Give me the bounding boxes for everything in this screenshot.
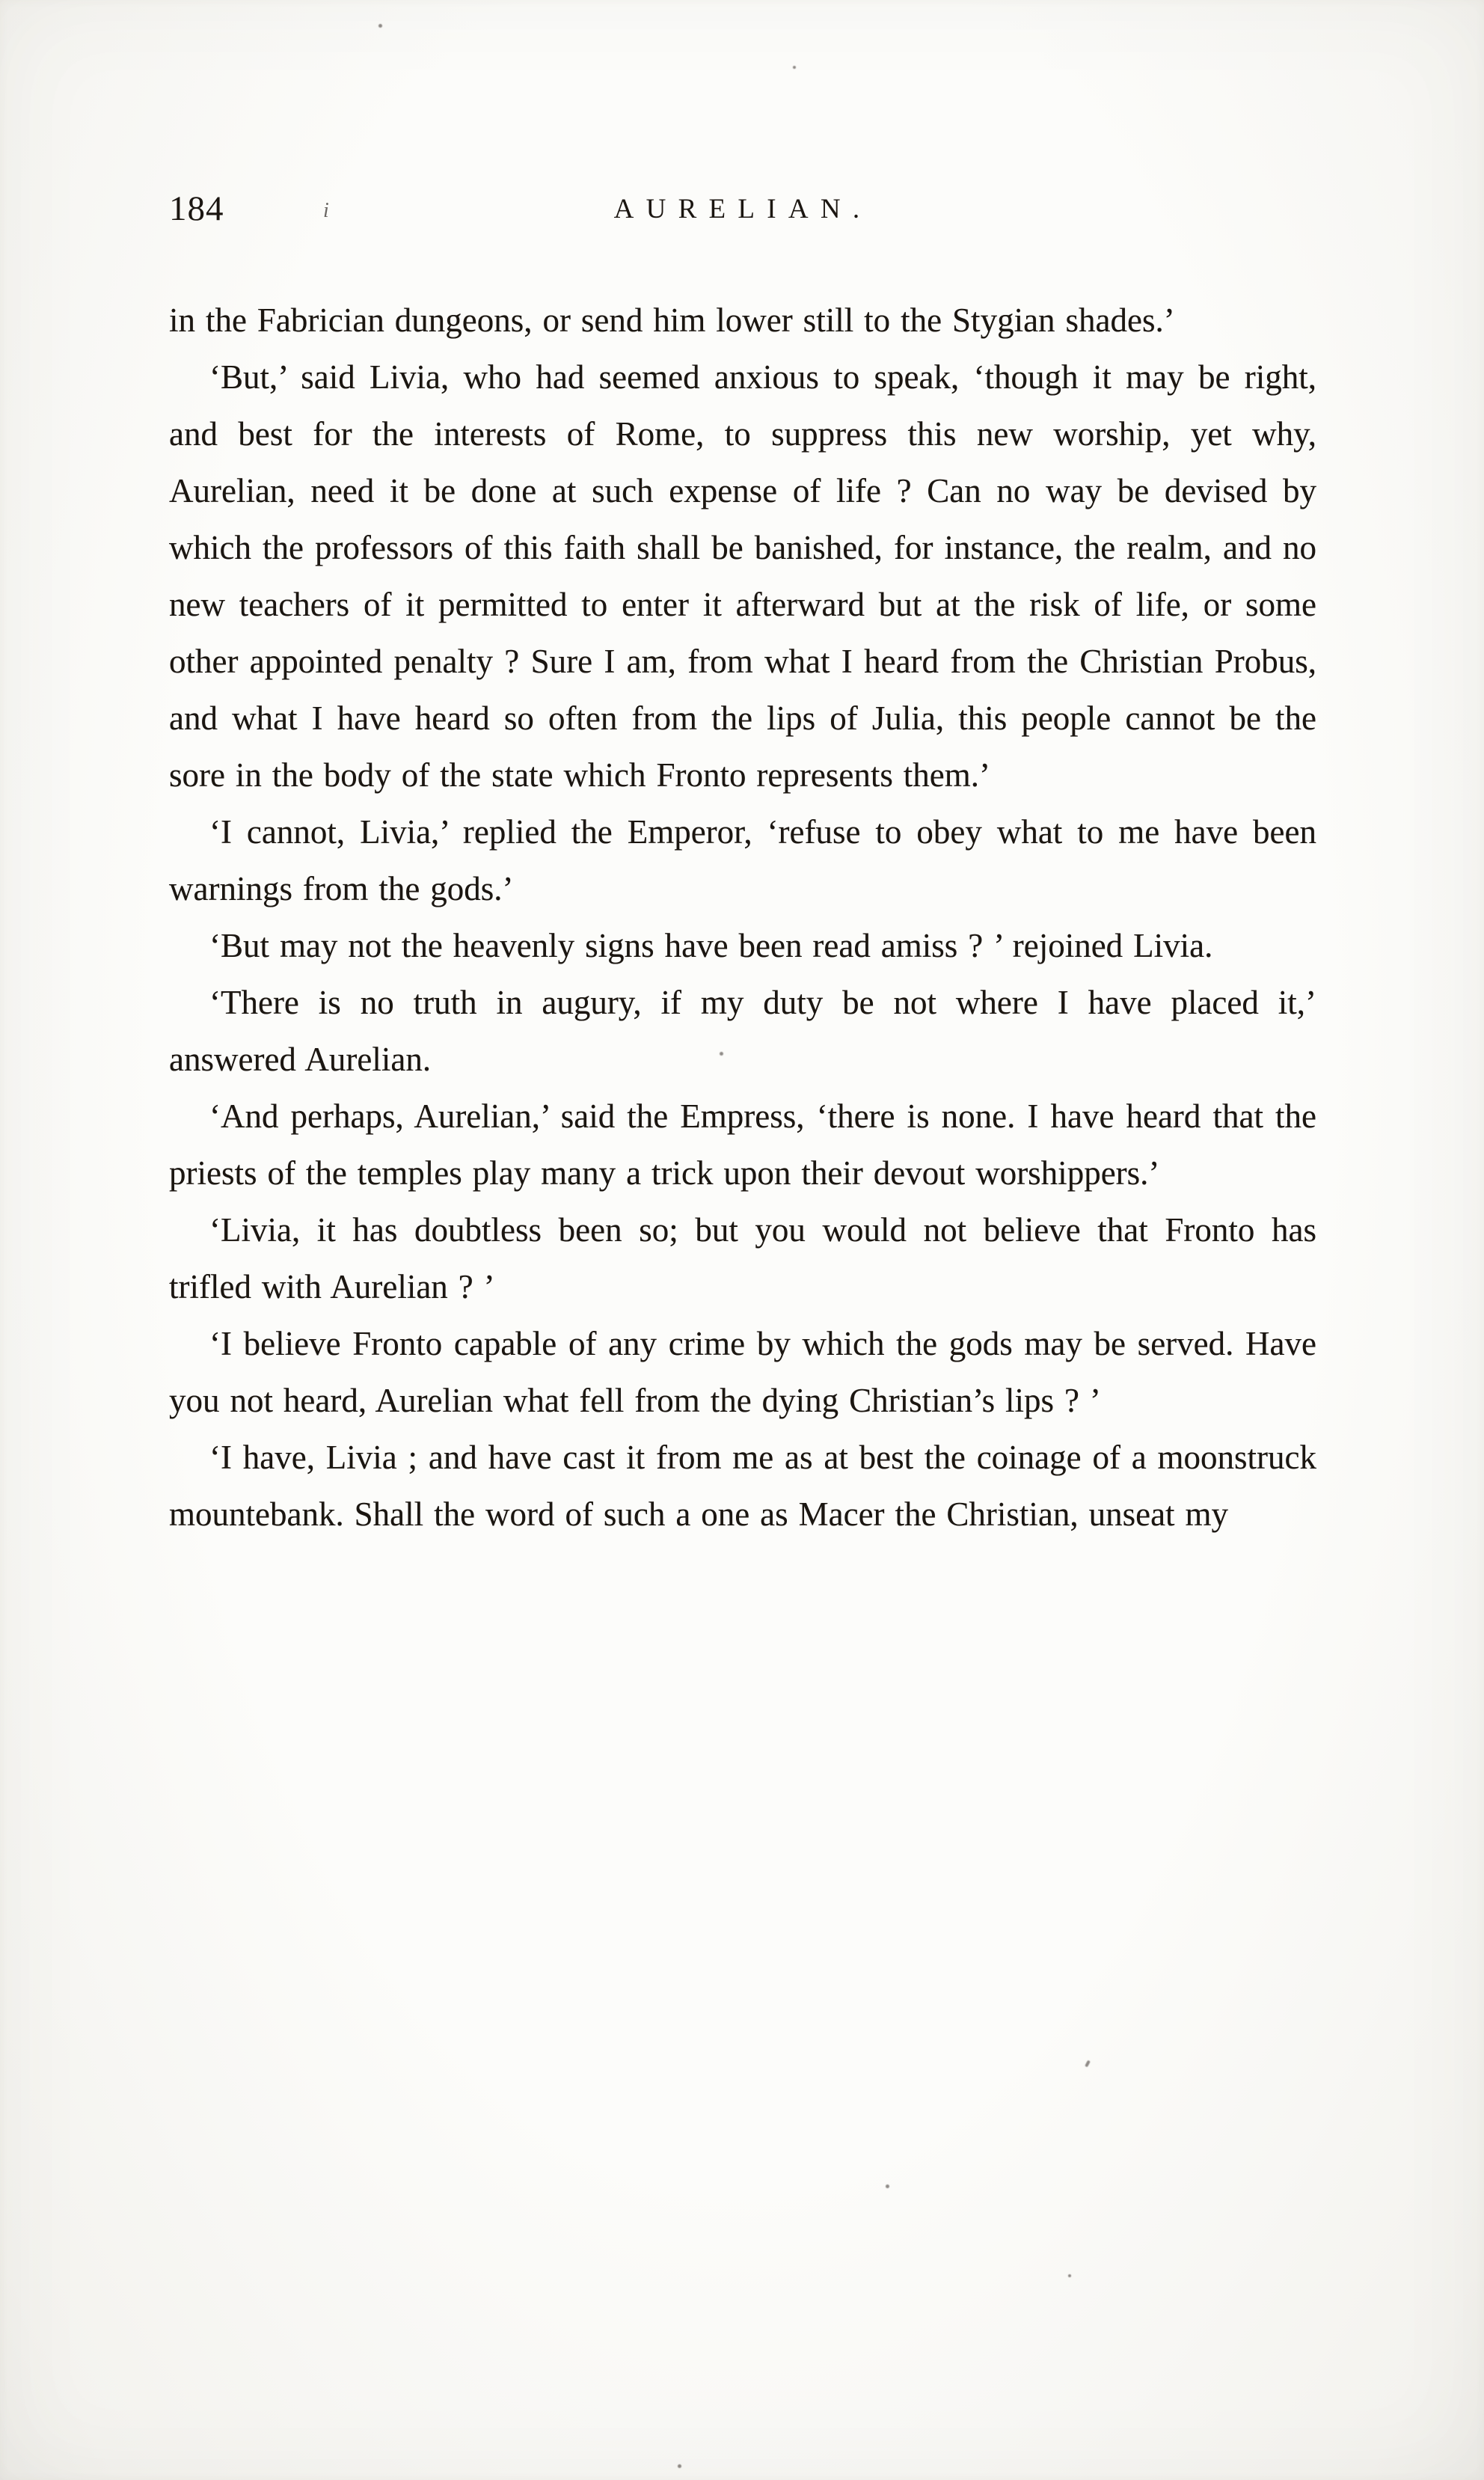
paragraph: ‘I cannot, Livia,’ replied the Emperor, ‘refuse to obey what to me have been warnings from the gods.’: [169, 813, 1316, 907]
paragraph: ‘There is no truth in augury, if my duty be not where I have placed it,’ answered Aurelian.: [169, 984, 1316, 1078]
scan-speck: [720, 1052, 723, 1056]
scan-speck: [886, 2184, 889, 2188]
paragraph: ‘And perhaps, Aurelian,’ said the Empress, ‘there is none. I have heard that the priests of the temples play many a trick upon their devout worshippers.’: [169, 1097, 1316, 1192]
paragraph: ‘But,’ said Livia, who had seemed anxious to speak, ‘though it may be right, and best for the interests of Rome, to suppress this new worship, yet why, Aurelian, need it be done at such expense of life ? Can no way be devised by which the professors of this faith shall be banished, for instance, the realm, and no new teachers of it permitted to enter it afterward but at the risk of life, or some other appointed penalty ? Sure I am, from what I heard from the Christian Probus, and what I have heard so often from the lips of Julia, this people cannot be the sore in the body of the state which Fronto represents them.’: [169, 358, 1316, 794]
paragraph: ‘I have, Livia ; and have cast it from me as at best the coinage of a moonstruck mountebank. Shall the word of such a one as Macer the Christian, unseat my: [169, 1439, 1316, 1533]
paragraph: ‘But may not the heavenly signs have been read amiss ? ’ rejoined Livia.: [209, 927, 1213, 964]
scan-speck: [378, 24, 382, 28]
paragraph: in the Fabrician dungeons, or send him lower still to the Stygian shades.’: [169, 301, 1175, 339]
page-body: [169, 292, 1316, 1543]
scan-speck: [678, 2464, 681, 2468]
scan-speck: [1085, 2060, 1091, 2068]
page-number: 184: [169, 189, 224, 228]
page-header: [169, 189, 1316, 241]
scan-speck: [1068, 2274, 1071, 2277]
scan-stray-mark: i: [323, 199, 329, 222]
paragraph: ‘Livia, it has doubtless been so; but you would not believe that Fronto has trifled with Aurelian ? ’: [169, 1211, 1316, 1305]
paragraph: ‘I believe Fronto capable of any crime by which the gods may be served. Have you not heard, Aurelian what fell from the dying Christian’s lips ? ’: [169, 1325, 1316, 1419]
running-title: AURELIAN.: [613, 194, 872, 224]
scan-speck: [793, 66, 796, 69]
